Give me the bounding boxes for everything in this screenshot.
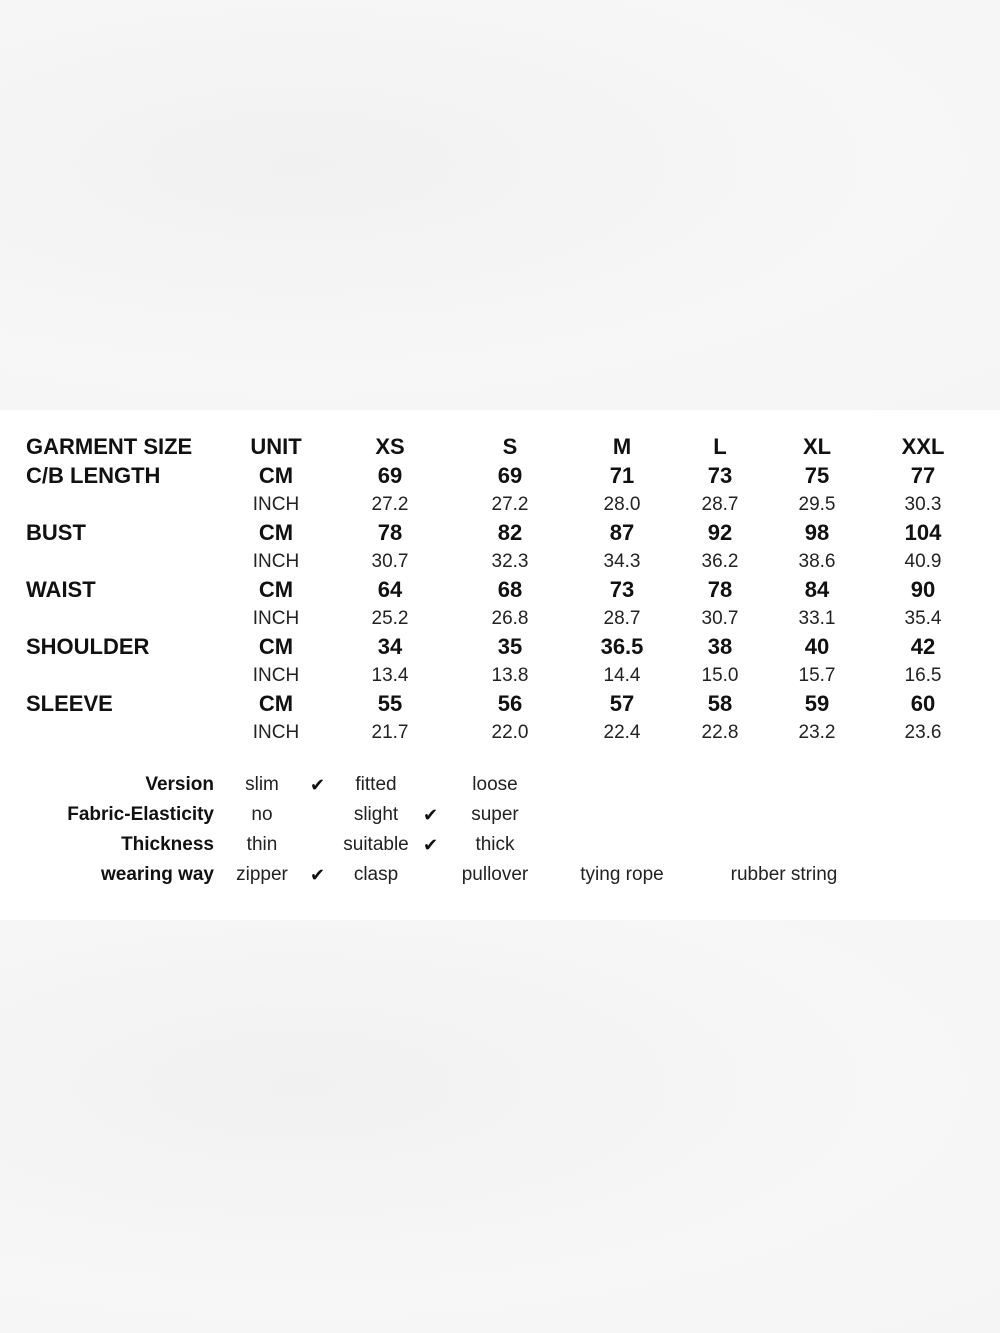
header-size-xl: XL	[802, 434, 832, 459]
inch-value: 13.4	[371, 665, 409, 686]
cm-value: 104	[904, 520, 942, 545]
cm-value: 92	[707, 520, 733, 545]
attribute-option: zipper	[236, 864, 288, 885]
inch-value: 28.0	[603, 494, 641, 515]
unit-inch: INCH	[252, 551, 300, 572]
inch-value: 26.8	[491, 608, 529, 629]
attribute-option: suitable	[343, 834, 409, 855]
inch-value: 14.4	[603, 665, 641, 686]
attribute-option: clasp	[353, 864, 399, 885]
row-label-bust: BUST	[26, 520, 86, 545]
cm-value: 60	[910, 691, 936, 716]
cm-value: 78	[707, 577, 733, 602]
cm-value: 69	[497, 463, 523, 488]
header-size-l: L	[713, 434, 727, 459]
inch-value: 32.3	[491, 551, 529, 572]
attribute-option: pullover	[461, 864, 529, 885]
inch-value: 15.7	[798, 665, 836, 686]
unit-cm: CM	[258, 520, 294, 545]
cm-value: 34	[377, 634, 403, 659]
cm-value: 59	[804, 691, 830, 716]
cm-value: 73	[609, 577, 635, 602]
cm-value: 87	[609, 520, 635, 545]
attribute-label: Version	[145, 774, 214, 795]
attribute-option: tying rope	[580, 864, 664, 885]
cm-value: 64	[377, 577, 403, 602]
inch-value: 40.9	[904, 551, 942, 572]
unit-inch: INCH	[252, 494, 300, 515]
inch-value: 21.7	[371, 722, 409, 743]
cm-value: 90	[910, 577, 936, 602]
check-mark-icon: ✔	[423, 805, 439, 825]
attribute-option: thin	[246, 834, 278, 855]
cm-value: 35	[497, 634, 523, 659]
header-size-xs: XS	[375, 434, 405, 459]
row-label-waist: WAIST	[26, 577, 96, 602]
cm-value: 57	[609, 691, 635, 716]
cm-value: 77	[910, 463, 936, 488]
unit-inch: INCH	[252, 722, 300, 743]
cm-value: 55	[377, 691, 403, 716]
cm-value: 75	[804, 463, 830, 488]
inch-value: 22.8	[701, 722, 739, 743]
attribute-option: no	[251, 804, 273, 825]
inch-value: 30.7	[701, 608, 739, 629]
unit-cm: CM	[258, 463, 294, 488]
inch-value: 13.8	[491, 665, 529, 686]
background-top	[0, 0, 1000, 410]
background-bottom	[0, 920, 1000, 1333]
inch-value: 34.3	[603, 551, 641, 572]
cm-value: 42	[910, 634, 936, 659]
cm-value: 58	[707, 691, 733, 716]
inch-value: 30.7	[371, 551, 409, 572]
attribute-option: loose	[472, 774, 518, 795]
inch-value: 16.5	[904, 665, 942, 686]
inch-value: 22.4	[603, 722, 641, 743]
header-size-m: M	[612, 434, 632, 459]
size-chart	[0, 410, 1000, 920]
inch-value: 30.3	[904, 494, 942, 515]
header-unit-label: UNIT	[250, 434, 302, 459]
cm-value: 98	[804, 520, 830, 545]
attribute-option: fitted	[355, 774, 397, 795]
inch-value: 29.5	[798, 494, 836, 515]
attribute-label: wearing way	[101, 864, 214, 885]
header-size-xxl: XXL	[901, 434, 945, 459]
unit-cm: CM	[258, 634, 294, 659]
cm-value: 38	[707, 634, 733, 659]
header-garment-size-label: GARMENT SIZE	[26, 434, 193, 459]
inch-value: 28.7	[701, 494, 739, 515]
attribute-label: Thickness	[121, 834, 214, 855]
cm-value: 40	[804, 634, 830, 659]
cm-value: 82	[497, 520, 523, 545]
cm-value: 71	[609, 463, 635, 488]
row-label-c-b-length: C/B LENGTH	[26, 463, 161, 488]
check-mark-icon: ✔	[423, 835, 439, 855]
cm-value: 84	[804, 577, 830, 602]
inch-value: 23.2	[798, 722, 836, 743]
inch-value: 36.2	[701, 551, 739, 572]
inch-value: 27.2	[371, 494, 409, 515]
cm-value: 56	[497, 691, 523, 716]
attribute-option: slight	[353, 804, 399, 825]
inch-value: 25.2	[371, 608, 409, 629]
inch-value: 15.0	[701, 665, 739, 686]
row-label-sleeve: SLEEVE	[26, 691, 113, 716]
cm-value: 73	[707, 463, 733, 488]
cm-value: 69	[377, 463, 403, 488]
check-mark-icon: ✔	[310, 775, 326, 795]
row-label-shoulder: SHOULDER	[26, 634, 150, 659]
inch-value: 33.1	[798, 608, 836, 629]
check-mark-icon: ✔	[310, 865, 326, 885]
unit-inch: INCH	[252, 608, 300, 629]
attribute-label: Fabric-Elasticity	[67, 804, 214, 825]
unit-inch: INCH	[252, 665, 300, 686]
attribute-option: slim	[245, 774, 279, 795]
inch-value: 28.7	[603, 608, 641, 629]
cm-value: 36.5	[600, 634, 644, 659]
attribute-option: rubber string	[730, 864, 838, 885]
inch-value: 38.6	[798, 551, 836, 572]
cm-value: 78	[377, 520, 403, 545]
inch-value: 22.0	[491, 722, 529, 743]
inch-value: 35.4	[904, 608, 942, 629]
header-size-s: S	[502, 434, 518, 459]
cm-value: 68	[497, 577, 523, 602]
inch-value: 23.6	[904, 722, 942, 743]
attribute-option: super	[471, 804, 519, 825]
attribute-option: thick	[475, 834, 515, 855]
unit-cm: CM	[258, 577, 294, 602]
unit-cm: CM	[258, 691, 294, 716]
inch-value: 27.2	[491, 494, 529, 515]
